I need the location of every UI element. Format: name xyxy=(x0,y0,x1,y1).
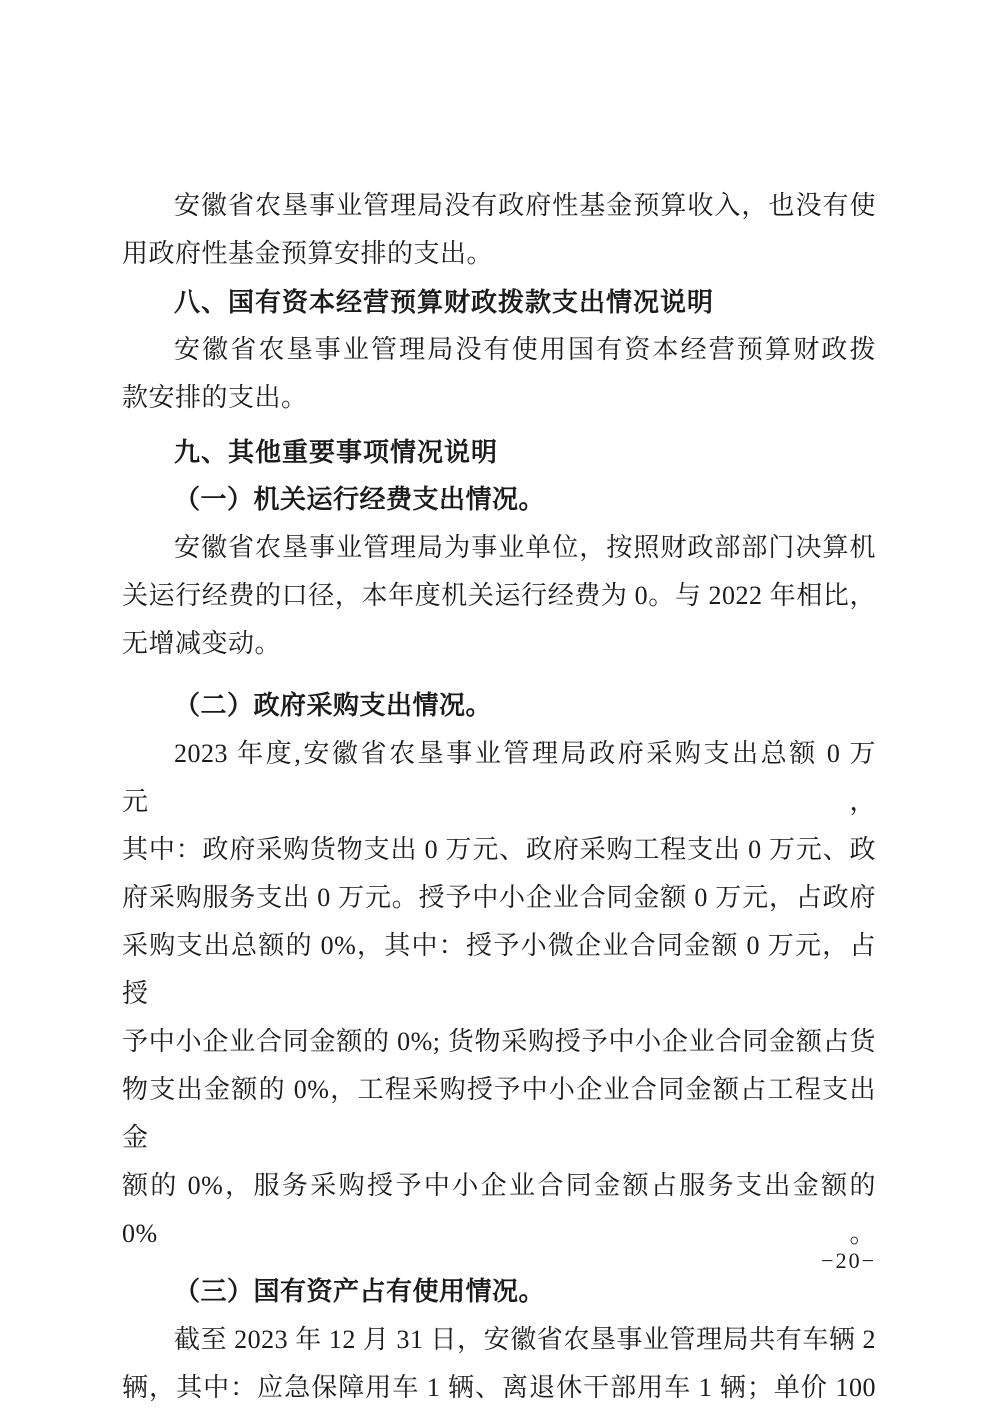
body-line: 其中：政府采购货物支出 0 万元、政府采购工程支出 0 万元、政 xyxy=(122,835,876,864)
body-line: 安徽省农垦事业管理局没有政府性基金预算收入，也没有使 xyxy=(174,191,876,220)
body-line: 截至 2023 年 12 月 31 日，安徽省农垦事业管理局共有车辆 2 xyxy=(174,1325,876,1354)
body-line: 物支出金额的 0%，工程采购授予中小企业合同金额占工程支出金 xyxy=(122,1075,876,1152)
body-line: 用政府性基金预算安排的支出。 xyxy=(122,239,494,268)
body-line: 额的 0%，服务采购授予中小企业合同金额占服务支出金额的 0%。 xyxy=(122,1171,876,1248)
section-heading: 九、其他重要事项情况说明 xyxy=(174,437,499,467)
body-line: 安徽省农垦事业管理局为事业单位，按照财政部部门决算机 xyxy=(174,533,876,562)
body-line: 予中小企业合同金额的 0%; 货物采购授予中小企业合同金额占货 xyxy=(122,1027,876,1056)
body-line: 府采购服务支出 0 万元。授予中小企业合同金额 0 万元，占政府 xyxy=(122,883,876,912)
body-line: 无增减变动。 xyxy=(122,629,282,658)
document-body xyxy=(122,182,876,1412)
subsection-heading: （三）国有资产占有使用情况。 xyxy=(174,1277,546,1306)
body-line: 2023 年度,安徽省农垦事业管理局政府采购支出总额 0 万元， xyxy=(122,739,876,816)
subsection-heading: （二）政府采购支出情况。 xyxy=(174,691,493,720)
subsection-heading: （一）机关运行经费支出情况。 xyxy=(174,485,546,514)
body-line: 关运行经费的口径，本年度机关运行经费为 0。与 2022 年相比， xyxy=(122,581,876,610)
section-heading: 八、国有资本经营预算财政拨款支出情况说明 xyxy=(174,287,715,317)
body-line: 采购支出总额的 0%，其中：授予小微企业合同金额 0 万元，占授 xyxy=(122,931,876,1008)
body-line: 辆，其中：应急保障用车 1 辆、离退休干部用车 1 辆；单价 100 xyxy=(122,1373,876,1402)
body-line: 安徽省农垦事业管理局没有使用国有资本经营预算财政拨 xyxy=(174,335,876,364)
page-number: −20− xyxy=(821,1248,876,1273)
body-line: 款安排的支出。 xyxy=(122,383,308,412)
